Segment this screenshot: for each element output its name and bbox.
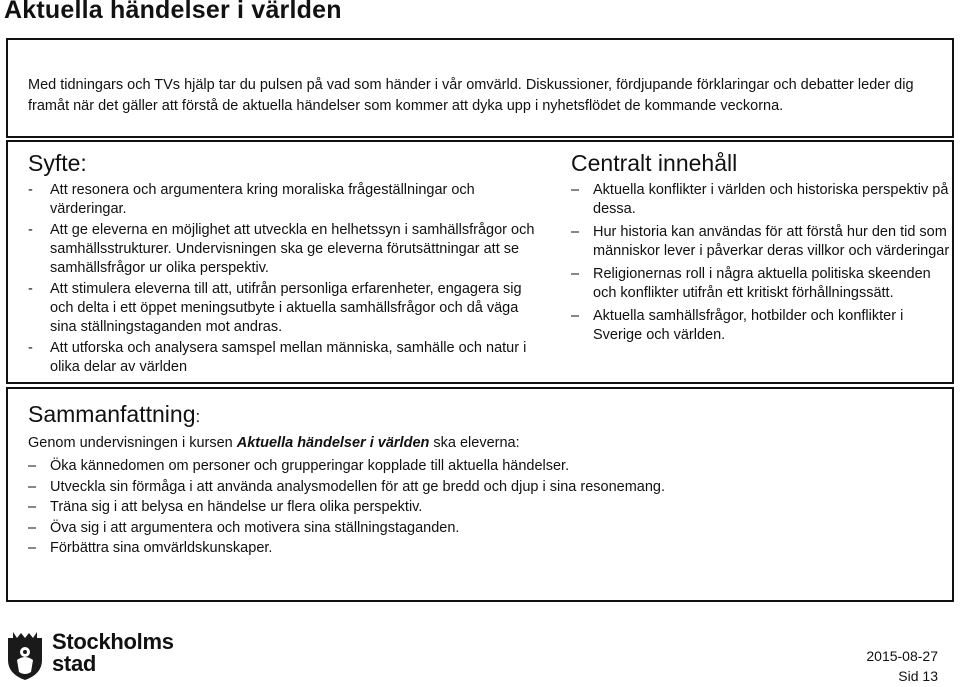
dash-marker: – xyxy=(571,266,580,282)
document-date: 2015-08-27 xyxy=(866,648,938,664)
list-item: – Hur historia kan användas för att förstå hur den tid som människor lever i påverkar deras villkor och värderingar xyxy=(571,224,950,259)
page-title: Aktuella händelser i världen xyxy=(4,0,342,24)
list-item: – Aktuella konflikter i världen och historiska perspektiv på dessa. xyxy=(571,182,949,217)
dash-marker: - xyxy=(28,281,33,297)
list-item: – Öka kännedomen om personer och grupperingar kopplade till aktuella händelser. xyxy=(28,456,928,477)
dash-marker: – xyxy=(28,458,37,474)
sammanfattning-box xyxy=(6,387,954,602)
list-item: – Aktuella samhällsfrågor, hotbilder och konflikter i Sverige och världen. xyxy=(571,308,904,343)
dash-marker: – xyxy=(571,308,580,324)
dash-marker: – xyxy=(28,499,37,516)
dash-marker: – xyxy=(571,224,580,240)
list-item: – Utveckla sin förmåga i att använda analysmodellen för att ge bredd och djup i sina resonemang. xyxy=(28,477,928,498)
dash-marker: - xyxy=(28,340,33,356)
sammanfattning-list xyxy=(28,456,928,559)
list-item: – Förbättra sina omvärldskunskaper. xyxy=(28,538,928,559)
stockholm-crest-icon xyxy=(4,630,46,687)
list-item: – Religionernas roll i några aktuella politiska skeenden och konflikter utifrån ett kritiskt förhållningssätt. xyxy=(571,266,931,301)
syfte-list xyxy=(28,181,548,379)
dash-marker: – xyxy=(28,519,37,536)
centralt-innehall-heading: Centralt innehåll xyxy=(571,150,738,176)
list-item: - Att utforska och analysera samspel mellan människa, samhälle och natur i olika delar av världen xyxy=(28,340,527,375)
dash-marker: – xyxy=(571,182,580,198)
dash-marker: – xyxy=(28,540,37,557)
list-item: - Att stimulera eleverna till att, utifrån personliga erfarenheter, engagera sig och delta i ett öppet meningsutbyte i aktuella samhällsfrågor och då väga sina ställningstaganden mot andras. xyxy=(28,281,522,335)
page-number: Sid 13 xyxy=(898,668,938,684)
sammanfattning-heading: Sammanfattning: xyxy=(28,401,201,427)
intro-text: Med tidningars och TVs hjälp tar du pulsen på vad som händer i vår omvärld. Diskussioner, fördjupande förklaringar och debatter leder dig framåt när det gäller att förstå de aktuella händelser som kommer att dyka upp i nyhetsflödet de kommande veckorna. xyxy=(28,77,914,114)
syfte-heading: Syfte: xyxy=(28,150,87,176)
list-item: - Att resonera och argumentera kring moraliska frågeställningar och värderingar. xyxy=(28,182,475,217)
intro-box xyxy=(6,38,954,138)
list-item: – Öva sig i att argumentera och motivera sina ställningstaganden. xyxy=(28,518,928,539)
dash-marker: – xyxy=(28,478,37,495)
list-item: – Träna sig i att belysa en händelse ur flera olika perspektiv. xyxy=(28,497,928,518)
dash-marker: - xyxy=(28,182,33,198)
centralt-innehall-list xyxy=(571,181,956,349)
dash-marker: - xyxy=(28,222,33,238)
logo-wordmark: Stockholms stad xyxy=(52,629,174,676)
syfte-centralt-box xyxy=(6,140,954,384)
sammanfattning-intro: Genom undervisningen i kursen Aktuella händelser i världen ska eleverna: xyxy=(28,435,520,451)
list-item: - Att ge eleverna en möjlighet att utveckla en helhetssyn i samhällsfrågor och samhällsstrukturer. Undervisningen ska ge eleverna förutsättningar att se samhällsfrågor ur olika perspektiv. xyxy=(28,222,535,276)
